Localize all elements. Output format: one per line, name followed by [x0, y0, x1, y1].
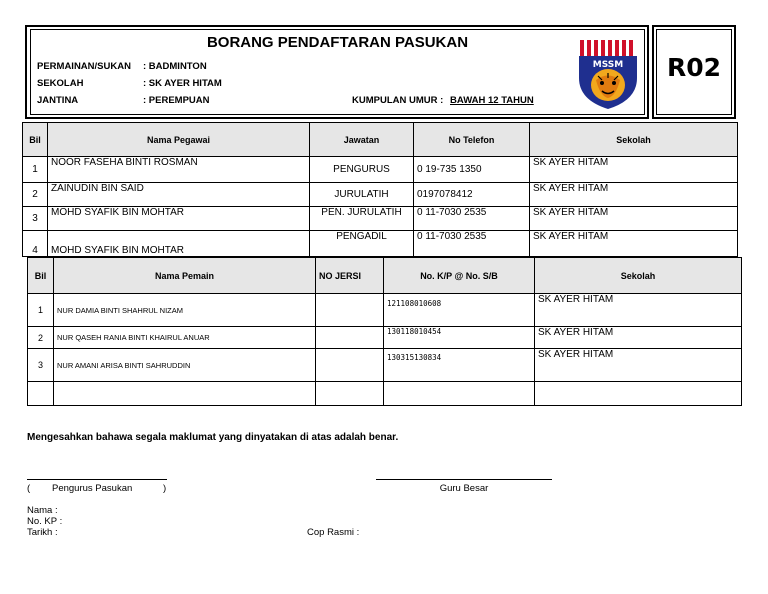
player-jersi — [316, 349, 384, 382]
player-sekolah: SK AYER HITAM — [535, 349, 742, 382]
player-bil: 1 — [28, 294, 54, 327]
player-kp — [384, 382, 535, 406]
permainan-label: PERMAINAN/SUKAN — [37, 61, 131, 72]
player-nama: NUR DAMIA BINTI SHAHRUL NIZAM — [54, 294, 316, 327]
staff-bil: 2 — [23, 183, 48, 207]
signature-line-right — [376, 479, 552, 480]
player-table — [27, 257, 742, 406]
svg-text:MSSM: MSSM — [592, 60, 624, 70]
player-nama — [54, 382, 316, 406]
table-row — [28, 327, 742, 349]
staff-bil: 4 — [23, 231, 48, 257]
player-header-jersi: NO JERSI — [316, 258, 384, 294]
player-bil: 3 — [28, 349, 54, 382]
nama-label: Nama : — [27, 505, 58, 516]
sign-right-label: Guru Besar — [439, 483, 489, 494]
staff-sekolah: SK AYER HITAM — [530, 231, 738, 257]
player-header-kp: No. K/P @ No. S/B — [384, 258, 535, 294]
staff-telefon: 0 11-7030 2535 — [414, 207, 530, 231]
player-nama: NUR QASEH RANIA BINTI KHAIRUL ANUAR — [54, 327, 316, 349]
player-jersi — [316, 382, 384, 406]
staff-telefon: 0 19-735 1350 — [414, 157, 530, 183]
staff-nama: MOHD SYAFIK BIN MOHTAR — [48, 207, 310, 231]
player-jersi — [316, 327, 384, 349]
table-row — [23, 231, 738, 257]
sign-left-label: Pengurus Pasukan — [52, 483, 133, 494]
staff-jawatan: JURULATIH — [310, 183, 414, 207]
sekolah-label: SEKOLAH — [37, 78, 84, 89]
signature-line-left — [27, 479, 167, 480]
player-jersi — [316, 294, 384, 327]
player-kp: 130118010454 — [384, 327, 535, 349]
staff-telefon: 0 11-7030 2535 — [414, 231, 530, 257]
staff-header-nama: Nama Pegawai — [48, 123, 310, 157]
jantina-label: JANTINA — [37, 95, 79, 106]
player-bil: 2 — [28, 327, 54, 349]
staff-sekolah: SK AYER HITAM — [530, 183, 738, 207]
player-header-sekolah: Sekolah — [535, 258, 742, 294]
table-row — [28, 382, 742, 406]
staff-sekolah: SK AYER HITAM — [530, 157, 738, 183]
staff-header-telefon: No Telefon — [414, 123, 530, 157]
kumpulan-label: KUMPULAN UMUR : — [352, 95, 444, 106]
staff-nama: NOOR FASEHA BINTI ROSMAN — [48, 157, 310, 183]
staff-jawatan: PENGADIL — [310, 231, 414, 257]
table-row — [23, 183, 738, 207]
kumpulan-value: BAWAH 12 TAHUN — [450, 95, 534, 106]
table-row — [28, 294, 742, 327]
player-kp: 121108010608 — [384, 294, 535, 327]
sign-left-close: ) — [163, 483, 167, 494]
form-code: R02 — [666, 53, 722, 82]
mssm-logo-icon — [578, 38, 638, 110]
staff-telefon: 0197078412 — [414, 183, 530, 207]
table-row — [23, 157, 738, 183]
tarikh-label: Tarikh : — [27, 527, 58, 538]
staff-header-sekolah: Sekolah — [530, 123, 738, 157]
nokp-label: No. KP : — [27, 516, 63, 527]
staff-sekolah: SK AYER HITAM — [530, 207, 738, 231]
staff-table — [22, 122, 738, 257]
player-kp: 130315130834 — [384, 349, 535, 382]
form-title: BORANG PENDAFTARAN PASUKAN — [206, 34, 469, 51]
table-row — [28, 349, 742, 382]
player-sekolah — [535, 382, 742, 406]
staff-nama: ZAINUDIN BIN SAID — [48, 183, 310, 207]
confirmation-statement: Mengesahkan bahawa segala maklumat yang dinyatakan di atas adalah benar. — [27, 432, 399, 443]
player-sekolah: SK AYER HITAM — [535, 294, 742, 327]
staff-header-jawatan: Jawatan — [310, 123, 414, 157]
player-bil — [28, 382, 54, 406]
player-sekolah: SK AYER HITAM — [535, 327, 742, 349]
permainan-value: : BADMINTON — [143, 61, 207, 72]
player-header-bil: Bil — [28, 258, 54, 294]
sekolah-value: : SK AYER HITAM — [143, 78, 222, 89]
player-nama: NUR AMANI ARISA BINTI SAHRUDDIN — [54, 349, 316, 382]
staff-nama: MOHD SYAFIK BIN MOHTAR — [48, 231, 310, 257]
staff-jawatan: PEN. JURULATIH — [310, 207, 414, 231]
staff-header-bil: Bil — [23, 123, 48, 157]
cop-label: Cop Rasmi : — [307, 527, 360, 538]
staff-bil: 1 — [23, 157, 48, 183]
staff-jawatan: PENGURUS — [310, 157, 414, 183]
table-row — [23, 207, 738, 231]
player-header-nama: Nama Pemain — [54, 258, 316, 294]
jantina-value: : PEREMPUAN — [143, 95, 210, 106]
staff-bil: 3 — [23, 207, 48, 231]
sign-left-open: ( — [27, 483, 31, 494]
